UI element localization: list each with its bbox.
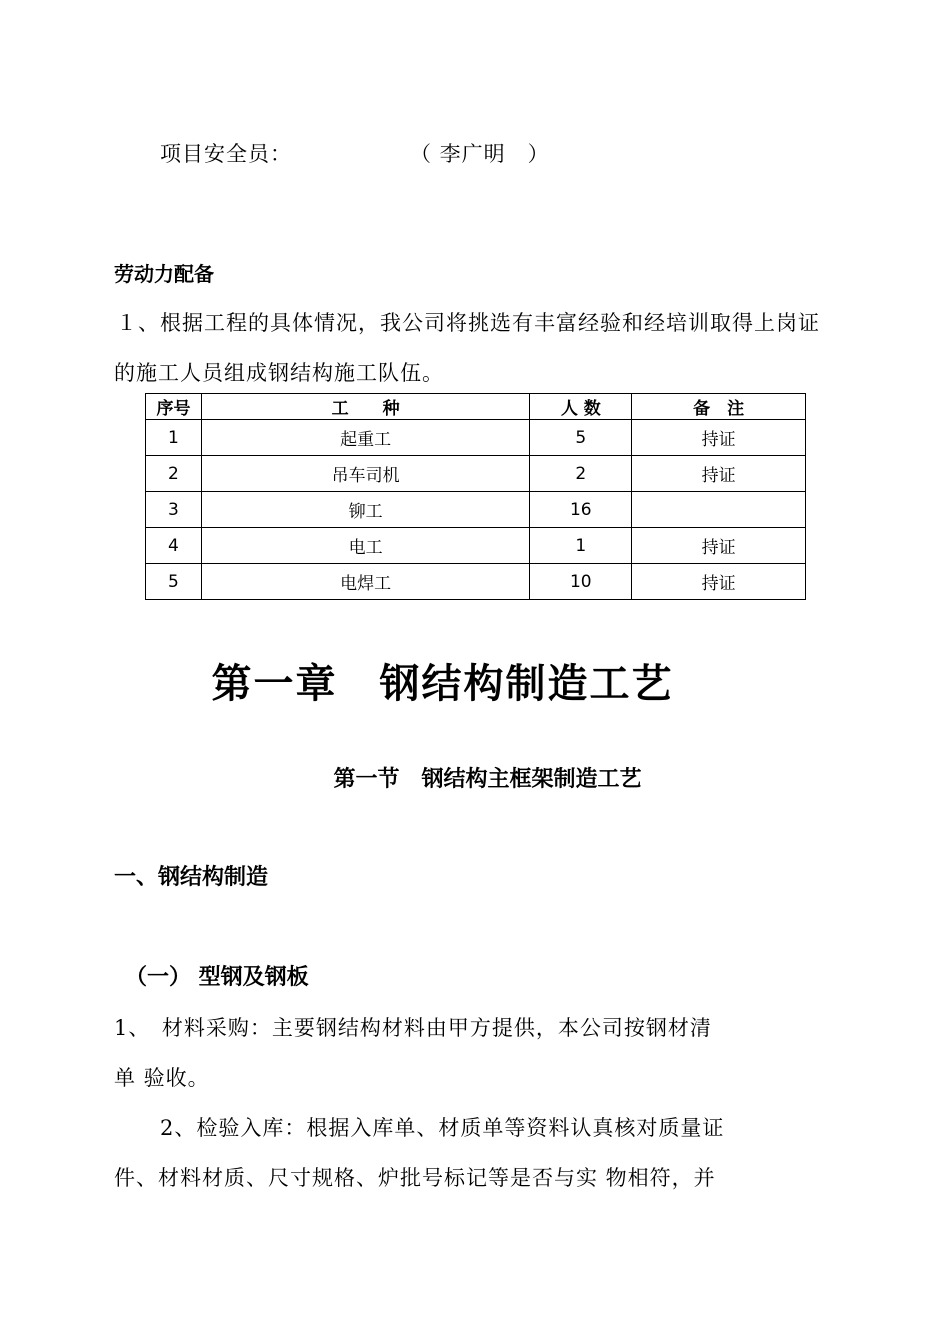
heading-level-1: 一、钢结构制造 — [114, 865, 269, 890]
labor-table — [145, 393, 806, 600]
cell-number: 5 — [146, 564, 202, 600]
cell-note: 持证 — [632, 420, 806, 456]
header-number: 序号 — [146, 394, 202, 420]
heading-level-2: （一） 型钢及钢板 — [125, 965, 309, 990]
table-row — [146, 492, 806, 528]
body-line-1: 1、 材料采购：主要钢结构材料由甲方提供，本公司按钢材清 — [114, 1016, 712, 1040]
header-note: 备 注 — [632, 394, 806, 420]
table-row — [146, 564, 806, 600]
cell-note — [632, 492, 806, 528]
labor-paragraph-line-2: 的施工人员组成钢结构施工队伍。 — [114, 361, 444, 385]
header-trade: 工 种 — [201, 394, 529, 420]
cell-count: 1 — [530, 528, 632, 564]
cell-number: 2 — [146, 456, 202, 492]
cell-number: 3 — [146, 492, 202, 528]
table-row — [146, 528, 806, 564]
cell-trade: 电工 — [201, 528, 529, 564]
cell-note: 持证 — [632, 564, 806, 600]
table-row — [146, 456, 806, 492]
cell-number: 1 — [146, 420, 202, 456]
cell-note: 持证 — [632, 528, 806, 564]
table-row — [146, 420, 806, 456]
cell-count: 16 — [530, 492, 632, 528]
labor-paragraph-line-1: １、根据工程的具体情况，我公司将挑选有丰富经验和经培训取得上岗证 — [116, 311, 820, 335]
cell-trade: 起重工 — [201, 420, 529, 456]
cell-trade: 吊车司机 — [201, 456, 529, 492]
cell-note: 持证 — [632, 456, 806, 492]
header-count: 人 数 — [530, 394, 632, 420]
cell-number: 4 — [146, 528, 202, 564]
chapter-title: 第一章 钢结构制造工艺 — [211, 661, 674, 707]
section-title: 第一节 钢结构主框架制造工艺 — [333, 767, 642, 792]
cell-trade: 电焊工 — [201, 564, 529, 600]
cell-count: 5 — [530, 420, 632, 456]
body-line-2: 单 验收。 — [114, 1066, 210, 1090]
table-header-row — [146, 394, 806, 420]
body-line-4: 件、材料材质、尺寸规格、炉批号标记等是否与实 物相符，并 — [114, 1166, 716, 1190]
cell-count: 2 — [530, 456, 632, 492]
labor-heading: 劳动力配备 — [114, 262, 214, 286]
cell-trade: 铆工 — [201, 492, 529, 528]
safety-officer-label: 项目安全员： — [160, 142, 292, 166]
body-line-3: 2、检验入库：根据入库单、材质单等资料认真核对质量证 — [160, 1116, 725, 1140]
cell-count: 10 — [530, 564, 632, 600]
safety-officer-name: （ 李广明 ） — [410, 142, 550, 166]
